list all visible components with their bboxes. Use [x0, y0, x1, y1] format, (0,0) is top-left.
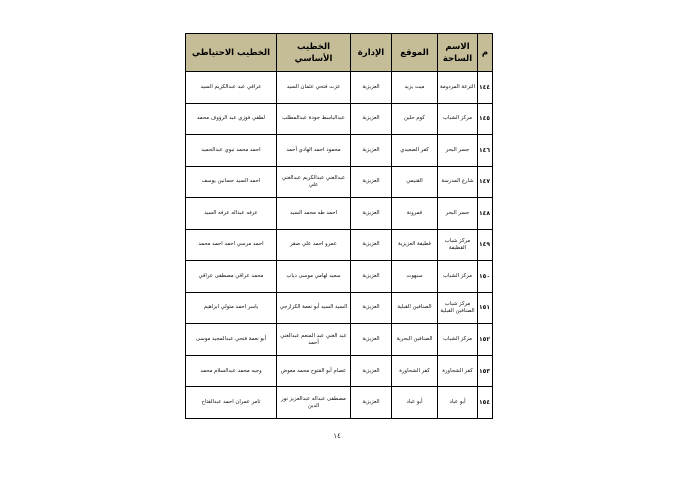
table-row	[186, 103, 493, 135]
cell-backup-preacher: عراقي عبد عبدالكريم السيد	[186, 72, 277, 104]
cell-num: ١٤٥	[478, 103, 493, 135]
cell-main-preacher: عصام أبو الفتوح محمد معوض	[277, 355, 351, 387]
cell-location: الصنافين القبلية	[392, 292, 438, 324]
header-main-preacher: الخطيب الأساسي	[277, 34, 351, 72]
cell-main-preacher: عبدالغني عبدالكريم عبدالغني علي	[277, 166, 351, 198]
cell-backup-preacher: محمد عراقي مصطفى عراقي	[186, 261, 277, 293]
cell-main-preacher: مصطفى عبداله عبدالعزيز نور الدين	[277, 387, 351, 419]
cell-num: ١٥٢	[478, 324, 493, 356]
cell-admin: العزيزية	[351, 387, 392, 419]
cell-location: القنيمي	[392, 166, 438, 198]
cell-place: شارع المدرسة	[438, 166, 478, 198]
cell-location: سنهوت	[392, 261, 438, 293]
cell-num: ١٤٧	[478, 166, 493, 198]
header-row	[186, 34, 493, 72]
cell-num: ١٥٣	[478, 355, 493, 387]
header-location: الموقع	[392, 34, 438, 72]
cell-place: أبو عباد	[438, 387, 478, 419]
cell-num: ١٥١	[478, 292, 493, 324]
cell-place: مركز الشباب	[438, 324, 478, 356]
cell-main-preacher: عبد الغني عبد المنعم عبدالغني أحمد	[277, 324, 351, 356]
table-row	[186, 355, 493, 387]
table-row	[186, 135, 493, 167]
table-row	[186, 387, 493, 419]
cell-place: مركز الشباب	[438, 261, 478, 293]
table-row	[186, 229, 493, 261]
cell-num: ١٤٨	[478, 198, 493, 230]
cell-main-preacher: احمد طه محمد السيد	[277, 198, 351, 230]
cell-admin: العزيزية	[351, 103, 392, 135]
cell-num: ١٤٦	[478, 135, 493, 167]
cell-location: قمرونة	[392, 198, 438, 230]
table-row	[186, 72, 493, 104]
cell-main-preacher: عبدالباسط جودة عبدالمطلب	[277, 103, 351, 135]
cell-backup-preacher: احمد السيد حسانين يوسف	[186, 166, 277, 198]
cell-place: مركز شباب الصنافين القبلية	[438, 292, 478, 324]
cell-place: جسر البحر	[438, 198, 478, 230]
cell-backup-preacher: لطفي فوزي عبد الرؤوف محمد	[186, 103, 277, 135]
cell-main-preacher: السيد السيد أبو نعمة الكرارجي	[277, 292, 351, 324]
table-row	[186, 292, 493, 324]
cell-main-preacher: محمود احمد الهادي أحمد	[277, 135, 351, 167]
cell-main-preacher: عزت فتحي عثمان السيد	[277, 72, 351, 104]
cell-main-preacher: عمرو احمد علي صقر	[277, 229, 351, 261]
cell-admin: العزيزية	[351, 198, 392, 230]
cell-num: ١٤٩	[478, 229, 493, 261]
cell-main-preacher: سعيد لهامي موسى دياب	[277, 261, 351, 293]
table-row	[186, 261, 493, 293]
cell-place: جسر البحر	[438, 135, 478, 167]
cell-admin: العزيزية	[351, 292, 392, 324]
cell-backup-preacher: وجيه محمد عبدالسلام محمد	[186, 355, 277, 387]
cell-admin: العزيزية	[351, 324, 392, 356]
cell-location: ميت يزيد	[392, 72, 438, 104]
table-row	[186, 166, 493, 198]
cell-location: كوم حلين	[392, 103, 438, 135]
cell-admin: العزيزية	[351, 355, 392, 387]
cell-admin: العزيزية	[351, 72, 392, 104]
page-number: ١٤	[333, 432, 341, 440]
table-row	[186, 198, 493, 230]
table-body	[186, 72, 493, 419]
preachers-schedule-table	[185, 33, 493, 419]
cell-location: قطيفة العزيزية	[392, 229, 438, 261]
cell-num: ١٥٤	[478, 387, 493, 419]
cell-location: كفر الصعيدي	[392, 135, 438, 167]
header-num: م	[478, 34, 493, 72]
cell-place: الترعة المردومة	[438, 72, 478, 104]
cell-admin: العزيزية	[351, 135, 392, 167]
cell-backup-preacher: تامر عمران احمد عبدالفتاح	[186, 387, 277, 419]
table-header	[186, 34, 493, 72]
cell-location: أبو عباد	[392, 387, 438, 419]
cell-admin: العزيزية	[351, 166, 392, 198]
cell-admin: العزيزية	[351, 261, 392, 293]
cell-place: كفر الشحاورة	[438, 355, 478, 387]
header-admin: الإدارة	[351, 34, 392, 72]
header-place: الاسم الساحة	[438, 34, 478, 72]
cell-backup-preacher: عرفه عبداله عرفه السيد	[186, 198, 277, 230]
cell-location: كفر الشحاورة	[392, 355, 438, 387]
cell-location: الصنافين البحرية	[392, 324, 438, 356]
cell-backup-preacher: احمد مرسي احمد احمد محمد	[186, 229, 277, 261]
cell-backup-preacher: احمد محمد نبوي عبدالحميد	[186, 135, 277, 167]
cell-num: ١٤٤	[478, 72, 493, 104]
table-row	[186, 324, 493, 356]
cell-admin: العزيزية	[351, 229, 392, 261]
cell-num: ١٥٠	[478, 261, 493, 293]
cell-place: مركز شباب القطيفة	[438, 229, 478, 261]
header-backup-preacher: الخطيب الاحتياطي	[186, 34, 277, 72]
cell-place: مركز الشباب	[438, 103, 478, 135]
cell-backup-preacher: ياسر احمد متولي ابراهيم	[186, 292, 277, 324]
cell-backup-preacher: أبو نعمة فتحي عبدالمجيد موسى	[186, 324, 277, 356]
